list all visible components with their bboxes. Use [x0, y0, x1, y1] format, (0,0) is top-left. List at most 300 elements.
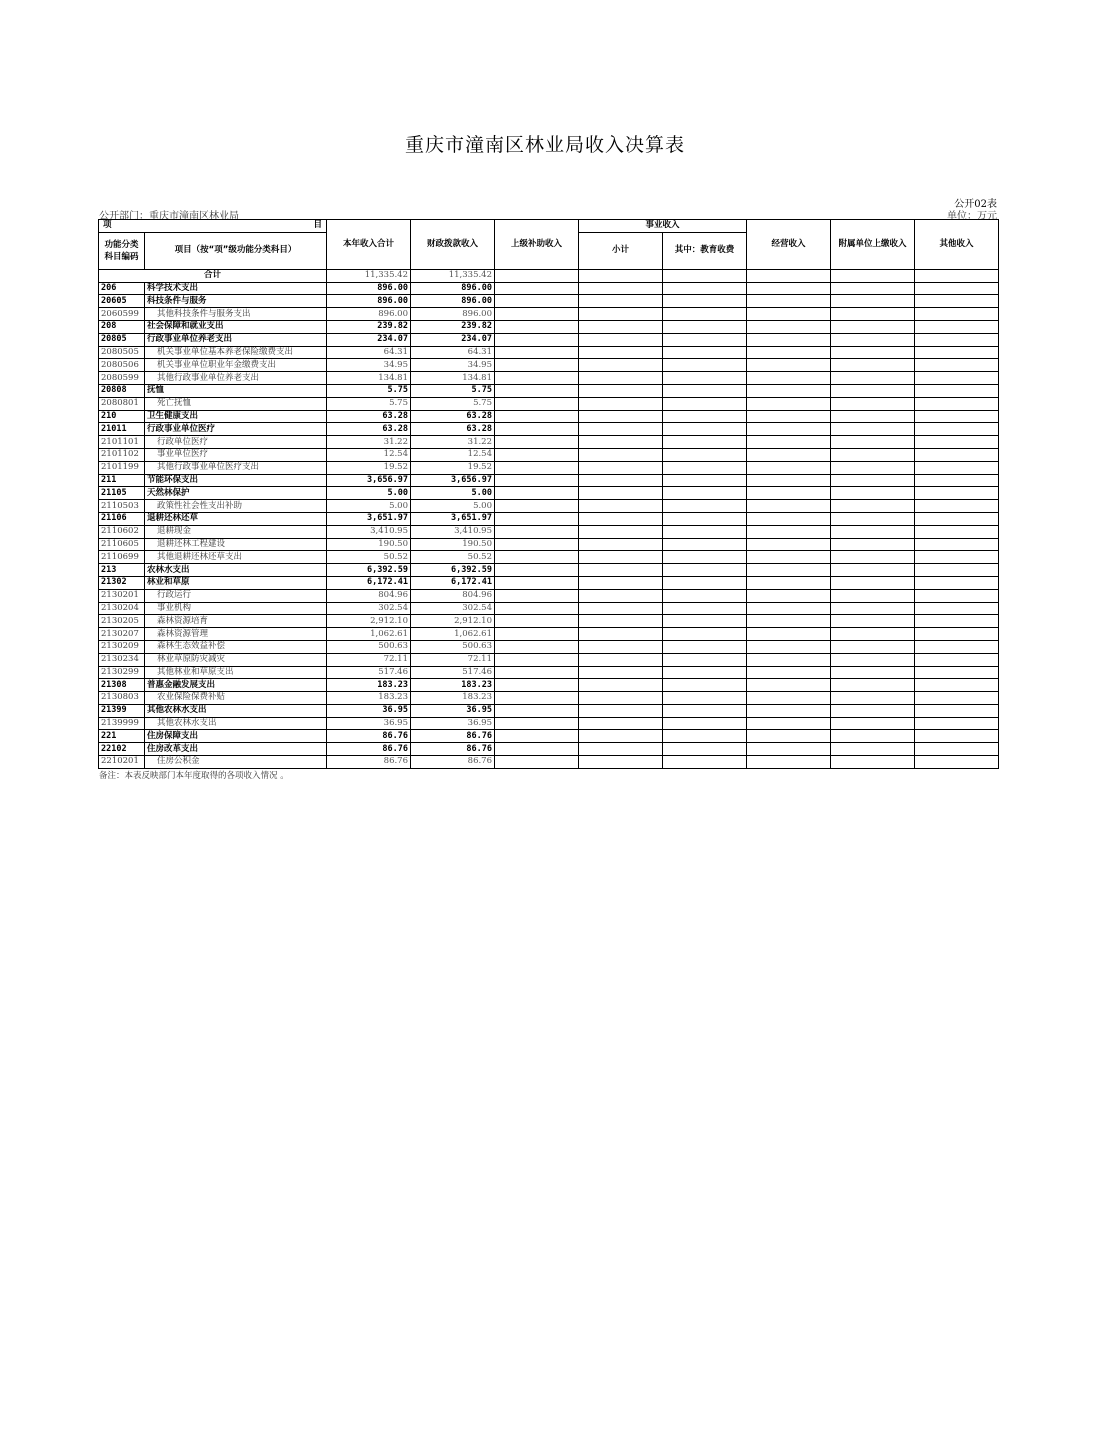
row-empty-cell — [831, 666, 915, 679]
row-empty-cell — [915, 615, 999, 628]
row-empty-cell — [495, 397, 579, 410]
row-empty-cell — [915, 576, 999, 589]
row-empty-cell — [831, 717, 915, 730]
row-name-text: 节能环保支出 — [147, 474, 199, 485]
row-name-text: 科学技术支出 — [147, 282, 199, 293]
table-row — [99, 448, 999, 461]
row-empty-cell — [495, 666, 579, 679]
row-empty-cell — [831, 756, 915, 769]
row-name-text: 抚恤 — [147, 385, 165, 396]
row-empty-cell — [663, 615, 747, 628]
row-total: 302.54 — [327, 602, 411, 615]
row-name — [145, 282, 327, 295]
row-empty-cell — [831, 320, 915, 333]
row-empty-cell — [831, 512, 915, 525]
row-name — [145, 679, 327, 692]
row-empty-cell — [663, 436, 747, 449]
row-total: 36.95 — [327, 704, 411, 717]
row-empty-cell — [495, 602, 579, 615]
row-name-text: 退耕还林工程建设 — [157, 538, 226, 549]
row-total: 12.54 — [327, 448, 411, 461]
row-empty-cell — [915, 640, 999, 653]
row-fiscal: 86.76 — [411, 756, 495, 769]
income-table — [98, 219, 999, 769]
row-empty-cell — [831, 628, 915, 641]
row-empty-cell — [579, 346, 663, 359]
row-empty-cell — [747, 628, 831, 641]
header-project — [99, 220, 327, 233]
row-empty-cell — [747, 756, 831, 769]
total-fiscal: 11,335.42 — [411, 269, 495, 282]
row-empty-cell — [831, 653, 915, 666]
row-empty-cell — [747, 679, 831, 692]
table-row — [99, 487, 999, 500]
row-empty-cell — [831, 295, 915, 308]
row-empty-cell — [495, 692, 579, 705]
row-total: 86.76 — [327, 743, 411, 756]
row-empty-cell — [915, 333, 999, 346]
row-empty-cell — [579, 704, 663, 717]
table-row — [99, 628, 999, 641]
row-total: 86.76 — [327, 756, 411, 769]
row-name — [145, 333, 327, 346]
row-code: 20808 — [99, 384, 145, 397]
row-empty-cell — [747, 359, 831, 372]
row-code: 2110503 — [99, 500, 145, 513]
row-name — [145, 397, 327, 410]
row-fiscal: 3,410.95 — [411, 525, 495, 538]
row-empty-cell — [579, 525, 663, 538]
row-empty-cell — [831, 397, 915, 410]
row-code: 2101101 — [99, 436, 145, 449]
row-fiscal: 500.63 — [411, 640, 495, 653]
row-fiscal: 2,912.10 — [411, 615, 495, 628]
row-empty-cell — [747, 372, 831, 385]
row-empty-cell — [663, 538, 747, 551]
row-empty-cell — [915, 448, 999, 461]
row-empty-cell — [495, 461, 579, 474]
row-empty-cell — [579, 500, 663, 513]
table-row — [99, 640, 999, 653]
row-total: 234.07 — [327, 333, 411, 346]
row-name-text: 科技条件与服务 — [147, 295, 207, 306]
row-fiscal: 896.00 — [411, 308, 495, 321]
row-empty-cell — [915, 628, 999, 641]
row-empty-cell — [915, 346, 999, 359]
row-empty-cell — [915, 704, 999, 717]
row-total: 72.11 — [327, 653, 411, 666]
row-empty-cell — [495, 423, 579, 436]
row-empty-cell — [663, 589, 747, 602]
row-empty-cell — [831, 576, 915, 589]
row-name — [145, 756, 327, 769]
table-row — [99, 474, 999, 487]
row-empty-cell — [663, 320, 747, 333]
row-empty-cell — [747, 448, 831, 461]
row-empty-cell — [747, 423, 831, 436]
row-name-text: 行政事业单位医疗 — [147, 423, 216, 434]
row-empty-cell — [663, 551, 747, 564]
row-empty-cell — [579, 730, 663, 743]
row-total: 5.75 — [327, 384, 411, 397]
row-total: 3,410.95 — [327, 525, 411, 538]
row-empty-cell — [747, 666, 831, 679]
row-name — [145, 308, 327, 321]
row-empty-cell — [663, 333, 747, 346]
row-name — [145, 730, 327, 743]
row-empty-cell — [663, 500, 747, 513]
row-empty-cell — [579, 756, 663, 769]
row-empty-cell — [495, 308, 579, 321]
table-row — [99, 308, 999, 321]
row-empty-cell — [579, 448, 663, 461]
row-empty-cell — [747, 410, 831, 423]
row-empty-cell — [831, 640, 915, 653]
row-empty-cell — [915, 500, 999, 513]
row-empty-cell — [831, 500, 915, 513]
row-empty-cell — [915, 320, 999, 333]
row-code: 2130234 — [99, 653, 145, 666]
row-empty-cell — [831, 448, 915, 461]
row-empty-cell — [663, 640, 747, 653]
table-row — [99, 576, 999, 589]
row-empty-cell — [579, 487, 663, 500]
row-code: 20805 — [99, 333, 145, 346]
row-empty-cell — [579, 576, 663, 589]
row-fiscal: 3,656.97 — [411, 474, 495, 487]
header-fiscal: 财政拨款收入 — [411, 220, 495, 270]
row-total: 5.00 — [327, 487, 411, 500]
row-name — [145, 372, 327, 385]
row-name-text: 其他农林水支出 — [147, 705, 207, 716]
row-fiscal: 34.95 — [411, 359, 495, 372]
row-name-text: 行政运行 — [157, 590, 192, 601]
row-empty-cell — [663, 525, 747, 538]
row-name-text: 其他林业和草原支出 — [157, 666, 234, 677]
row-empty-cell — [831, 410, 915, 423]
row-empty-cell — [747, 333, 831, 346]
row-code: 2130207 — [99, 628, 145, 641]
department-label: 公开部门：重庆市潼南区林业局 — [99, 211, 239, 222]
row-total: 500.63 — [327, 640, 411, 653]
row-name-text: 住房公积金 — [157, 756, 200, 767]
row-empty-cell — [915, 743, 999, 756]
row-empty-cell — [831, 704, 915, 717]
row-empty-cell — [831, 282, 915, 295]
row-name-text: 事业单位医疗 — [157, 449, 209, 460]
row-name — [145, 320, 327, 333]
row-total: 896.00 — [327, 295, 411, 308]
row-empty-cell — [579, 372, 663, 385]
row-name-text: 其他农林水支出 — [157, 718, 217, 729]
row-empty-cell — [495, 576, 579, 589]
row-total: 1,062.61 — [327, 628, 411, 641]
row-total: 86.76 — [327, 730, 411, 743]
row-name — [145, 461, 327, 474]
row-code: 2110602 — [99, 525, 145, 538]
row-empty-cell — [495, 384, 579, 397]
row-empty-cell — [915, 282, 999, 295]
row-empty-cell — [915, 359, 999, 372]
row-name-text: 其他科技条件与服务支出 — [157, 308, 251, 319]
row-code: 21308 — [99, 679, 145, 692]
row-empty-cell — [747, 564, 831, 577]
row-empty-cell — [495, 653, 579, 666]
row-total: 896.00 — [327, 282, 411, 295]
row-fiscal: 239.82 — [411, 320, 495, 333]
row-name — [145, 717, 327, 730]
row-name — [145, 564, 327, 577]
row-name-text: 退耕现金 — [157, 526, 192, 537]
row-empty-cell — [747, 576, 831, 589]
row-empty-cell — [915, 551, 999, 564]
row-empty-cell — [579, 589, 663, 602]
row-name — [145, 640, 327, 653]
row-empty-cell — [495, 743, 579, 756]
row-empty-cell — [579, 551, 663, 564]
row-name-text: 住房保障支出 — [147, 730, 199, 741]
header-career: 事业收入 — [579, 220, 747, 233]
row-total: 64.31 — [327, 346, 411, 359]
row-name — [145, 704, 327, 717]
row-code: 21302 — [99, 576, 145, 589]
table-row — [99, 717, 999, 730]
row-empty-cell — [915, 679, 999, 692]
row-empty-cell — [747, 615, 831, 628]
row-name-text: 住房改革支出 — [147, 743, 199, 754]
row-empty-cell — [495, 474, 579, 487]
row-empty-cell — [579, 423, 663, 436]
row-empty-cell — [579, 512, 663, 525]
row-empty-cell — [495, 500, 579, 513]
row-empty-cell — [495, 487, 579, 500]
row-empty-cell — [495, 512, 579, 525]
row-empty-cell — [831, 384, 915, 397]
row-total: 804.96 — [327, 589, 411, 602]
table-row — [99, 602, 999, 615]
table-row — [99, 282, 999, 295]
row-empty-cell — [579, 359, 663, 372]
row-empty-cell — [663, 295, 747, 308]
row-empty-cell — [495, 615, 579, 628]
row-name — [145, 410, 327, 423]
row-empty-cell — [579, 717, 663, 730]
row-code: 2130204 — [99, 602, 145, 615]
row-fiscal: 804.96 — [411, 589, 495, 602]
row-name-text: 普惠金融发展支出 — [147, 679, 216, 690]
row-name — [145, 359, 327, 372]
table-number: 公开02表 — [954, 199, 997, 210]
row-empty-cell — [915, 538, 999, 551]
row-empty-cell — [663, 512, 747, 525]
table-row — [99, 346, 999, 359]
row-empty-cell — [663, 666, 747, 679]
row-empty-cell — [495, 359, 579, 372]
table-row — [99, 589, 999, 602]
row-empty-cell — [831, 551, 915, 564]
header-upper: 上级补助收入 — [495, 220, 579, 270]
row-empty-cell — [831, 372, 915, 385]
row-empty-cell — [831, 423, 915, 436]
row-empty-cell — [747, 602, 831, 615]
row-empty-cell — [747, 397, 831, 410]
row-name — [145, 743, 327, 756]
row-fiscal: 234.07 — [411, 333, 495, 346]
row-name — [145, 487, 327, 500]
row-name — [145, 692, 327, 705]
row-name-text: 行政事业单位养老支出 — [147, 334, 233, 345]
row-empty-cell — [747, 525, 831, 538]
row-empty-cell — [579, 320, 663, 333]
row-fiscal: 896.00 — [411, 282, 495, 295]
row-empty-cell — [831, 474, 915, 487]
row-total: 6,392.59 — [327, 564, 411, 577]
row-empty-cell — [831, 346, 915, 359]
row-empty-cell — [915, 564, 999, 577]
row-empty-cell — [747, 461, 831, 474]
row-empty-cell — [579, 282, 663, 295]
row-fiscal: 1,062.61 — [411, 628, 495, 641]
row-empty-cell — [915, 512, 999, 525]
row-fiscal: 86.76 — [411, 730, 495, 743]
row-total: 6,172.41 — [327, 576, 411, 589]
row-empty-cell — [747, 717, 831, 730]
row-empty-cell — [663, 692, 747, 705]
row-total: 5.75 — [327, 397, 411, 410]
row-fiscal: 86.76 — [411, 743, 495, 756]
row-name-text: 机关事业单位职业年金缴费支出 — [157, 359, 277, 370]
row-name — [145, 436, 327, 449]
row-empty-cell — [495, 333, 579, 346]
row-code: 2080506 — [99, 359, 145, 372]
row-total: 31.22 — [327, 436, 411, 449]
row-empty-cell — [747, 474, 831, 487]
row-total: 2,912.10 — [327, 615, 411, 628]
row-total: 19.52 — [327, 461, 411, 474]
row-empty-cell — [747, 436, 831, 449]
row-empty-cell — [579, 538, 663, 551]
row-empty-cell — [579, 410, 663, 423]
row-total: 239.82 — [327, 320, 411, 333]
row-empty-cell — [747, 692, 831, 705]
row-empty-cell — [747, 308, 831, 321]
table-row — [99, 372, 999, 385]
row-name — [145, 589, 327, 602]
header-other: 其他收入 — [915, 220, 999, 270]
table-row — [99, 679, 999, 692]
row-empty-cell — [663, 372, 747, 385]
row-fiscal: 64.31 — [411, 346, 495, 359]
row-fiscal: 50.52 — [411, 551, 495, 564]
table-row — [99, 359, 999, 372]
row-empty-cell — [495, 448, 579, 461]
row-fiscal: 6,172.41 — [411, 576, 495, 589]
row-name — [145, 551, 327, 564]
row-empty-cell — [831, 679, 915, 692]
row-empty-cell — [747, 653, 831, 666]
row-empty-cell — [831, 730, 915, 743]
row-empty-cell — [915, 384, 999, 397]
total-row — [99, 269, 999, 282]
row-empty-cell — [915, 308, 999, 321]
row-empty-cell — [579, 679, 663, 692]
header-xiang: 项 — [103, 220, 112, 231]
row-empty-cell — [663, 743, 747, 756]
row-name — [145, 500, 327, 513]
row-empty-cell — [831, 743, 915, 756]
row-empty-cell — [579, 295, 663, 308]
row-empty-cell — [915, 436, 999, 449]
row-fiscal: 19.52 — [411, 461, 495, 474]
row-name-text: 森林资源管理 — [157, 628, 209, 639]
row-empty-cell — [579, 653, 663, 666]
row-empty-cell — [831, 615, 915, 628]
row-empty-cell — [747, 538, 831, 551]
row-empty-cell — [831, 436, 915, 449]
header-row-1 — [99, 220, 999, 233]
row-fiscal: 63.28 — [411, 410, 495, 423]
row-empty-cell — [915, 397, 999, 410]
header-edu: 其中：教育收费 — [663, 232, 747, 269]
row-empty-cell — [663, 410, 747, 423]
row-empty-cell — [915, 474, 999, 487]
row-empty-cell — [915, 589, 999, 602]
header-operate: 经营收入 — [747, 220, 831, 270]
row-total: 183.23 — [327, 679, 411, 692]
row-empty-cell — [579, 308, 663, 321]
table-row — [99, 320, 999, 333]
row-empty-cell — [495, 538, 579, 551]
table-row — [99, 551, 999, 564]
row-empty-cell — [747, 487, 831, 500]
row-empty-cell — [663, 474, 747, 487]
table-row — [99, 461, 999, 474]
row-empty-cell — [831, 602, 915, 615]
row-empty-cell — [495, 640, 579, 653]
row-name-text: 林业和草原 — [147, 577, 190, 588]
row-empty-cell — [747, 730, 831, 743]
row-empty-cell — [915, 461, 999, 474]
row-name — [145, 653, 327, 666]
row-empty-cell — [747, 743, 831, 756]
table-row — [99, 564, 999, 577]
row-name-text: 森林资源培育 — [157, 615, 209, 626]
row-empty-cell — [831, 525, 915, 538]
row-code: 2130205 — [99, 615, 145, 628]
row-empty-cell — [495, 551, 579, 564]
row-empty-cell — [747, 500, 831, 513]
row-name-text: 天然林保护 — [147, 487, 190, 498]
row-empty-cell — [495, 346, 579, 359]
row-code: 208 — [99, 320, 145, 333]
row-empty-cell — [831, 564, 915, 577]
row-name — [145, 602, 327, 615]
row-empty-cell — [495, 717, 579, 730]
row-empty-cell — [579, 692, 663, 705]
row-empty-cell — [663, 461, 747, 474]
row-fiscal: 183.23 — [411, 692, 495, 705]
row-code: 221 — [99, 730, 145, 743]
row-empty-cell — [495, 704, 579, 717]
row-total: 63.28 — [327, 410, 411, 423]
row-empty-cell — [663, 756, 747, 769]
row-empty-cell — [495, 730, 579, 743]
table-row — [99, 423, 999, 436]
row-total: 3,651.97 — [327, 512, 411, 525]
row-empty-cell — [747, 551, 831, 564]
row-code: 2101102 — [99, 448, 145, 461]
row-empty-cell — [747, 384, 831, 397]
